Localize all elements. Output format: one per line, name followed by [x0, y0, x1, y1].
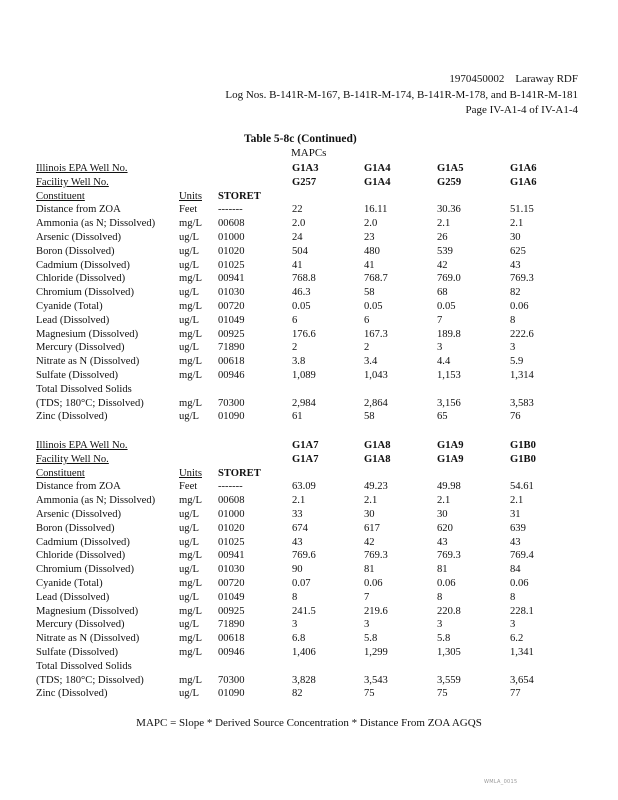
mapc-value: 22: [292, 204, 303, 216]
constituent-name: Lead (Dissolved): [36, 591, 110, 603]
table-row: [36, 660, 596, 674]
mapc-value: 768.7: [364, 273, 388, 285]
table-row: [36, 674, 596, 688]
mapc-value: 228.1: [510, 605, 534, 617]
mapc-value: 7: [437, 314, 443, 326]
units-value: ug/L: [179, 536, 200, 548]
facility-well-id: G1A6: [510, 176, 537, 188]
mapc-value: 2: [364, 342, 370, 354]
mapc-value: 674: [292, 522, 308, 534]
table-row: [36, 245, 596, 259]
storet-code: 00946: [218, 646, 245, 658]
mapc-value: 8: [510, 314, 516, 326]
table-row: [36, 314, 596, 328]
mapc-value: 81: [437, 564, 448, 576]
constituent-name: Lead (Dissolved): [36, 314, 110, 326]
units-value: ug/L: [179, 314, 200, 326]
units-value: mg/L: [179, 300, 202, 312]
mapc-value: 2.1: [510, 218, 524, 230]
units-value: ug/L: [179, 591, 200, 603]
footer-note: MAPC = Slope * Derived Source Concentration * Distance From ZOA AGQS: [136, 717, 482, 729]
mapc-value: 769.4: [510, 550, 534, 562]
table-row: [36, 300, 596, 314]
mapc-value: 0.05: [292, 300, 311, 312]
mapc-value: 620: [437, 522, 453, 534]
constituent-name: (TDS; 180°C; Dissolved): [36, 397, 144, 409]
log-numbers: Log Nos. B-141R-M-167, B-141R-M-174, B-141R-M-178, and B-141R-M-181: [225, 89, 578, 101]
mapc-value: 220.8: [437, 605, 461, 617]
units-value: ug/L: [179, 245, 200, 257]
mapc-value: 769.6: [292, 550, 316, 562]
epa-well-id: G1A4: [364, 163, 391, 174]
constituent-name: Total Dissolved Solids: [36, 383, 132, 395]
mapc-value: 43: [437, 536, 448, 548]
storet-code: 00720: [218, 577, 245, 589]
table-row: [36, 522, 596, 536]
mapc-value: 0.06: [364, 577, 383, 589]
mapc-value: 6.8: [292, 633, 306, 645]
epa-well-id: G1A7: [292, 440, 319, 451]
mapc-value: 1,305: [437, 646, 461, 658]
mapc-value: 81: [364, 564, 375, 576]
mapc-value: 3,559: [437, 674, 461, 686]
mapc-value: 3.8: [292, 356, 306, 368]
mapc-value: 58: [364, 287, 375, 299]
table-row: [36, 286, 596, 300]
units-value: mg/L: [179, 369, 202, 381]
mapc-value: 0.05: [437, 300, 456, 312]
mapc-value: 639: [510, 522, 526, 534]
storet-code: 00925: [218, 328, 245, 340]
storet-code: 01049: [218, 314, 245, 326]
table-row: [36, 687, 596, 701]
units-value: mg/L: [179, 218, 202, 230]
constituent-name: Nitrate as N (Dissolved): [36, 356, 140, 368]
mapc-value: 16.11: [364, 204, 388, 216]
epa-well-id: G1A5: [437, 163, 464, 174]
units-value: ug/L: [179, 619, 200, 631]
constituent-name: Magnesium (Dissolved): [36, 328, 139, 340]
facility-well-label: Facility Well No.: [36, 453, 109, 465]
mapc-value: 3,156: [437, 397, 461, 409]
mapc-value: 82: [510, 287, 521, 299]
units-value: mg/L: [179, 356, 202, 368]
mapc-value: 49.98: [437, 481, 461, 493]
mapc-value: 3: [510, 342, 516, 354]
mapc-value: 7: [364, 591, 370, 603]
mapc-value: 6: [364, 314, 370, 326]
mapc-value: 46.3: [292, 287, 311, 299]
constituent-name: Chromium (Dissolved): [36, 287, 134, 299]
constituent-name: Boron (Dissolved): [36, 245, 115, 257]
mapc-value: 0.06: [437, 577, 456, 589]
constituent-name: Nitrate as N (Dissolved): [36, 633, 140, 645]
epa-well-id: G1A9: [437, 440, 464, 451]
table-row: [36, 259, 596, 273]
constituent-name: Cyanide (Total): [36, 300, 103, 312]
units-value: ug/L: [179, 688, 200, 700]
constituent-name: Chromium (Dissolved): [36, 564, 134, 576]
mapc-value: 2,864: [364, 397, 388, 409]
epa-well-row: [36, 162, 596, 176]
table-row: [36, 618, 596, 632]
constituent-name: Distance from ZOA: [36, 204, 121, 216]
mapc-value: 8: [437, 591, 443, 603]
storet-code: -------: [218, 204, 243, 216]
mapc-value: 625: [510, 245, 526, 257]
mapc-value: 2,984: [292, 397, 316, 409]
epa-well-label: Illinois EPA Well No.: [36, 163, 128, 174]
mapc-value: 2: [292, 342, 298, 354]
table-row: [36, 494, 596, 508]
column-header-row: [36, 190, 596, 204]
bates-stamp: WMLA_0015: [484, 779, 518, 785]
mapc-value: 167.3: [364, 328, 388, 340]
storet-code: 01000: [218, 231, 245, 243]
mapc-value: 2.0: [292, 218, 306, 230]
storet-code: 01090: [218, 411, 245, 423]
mapc-value: 58: [364, 411, 375, 423]
constituent-name: Chloride (Dissolved): [36, 273, 126, 285]
storet-code: 00720: [218, 300, 245, 312]
table-row: [36, 383, 596, 397]
units-header: Units: [179, 190, 202, 202]
facility-well-id: G1A7: [292, 453, 319, 465]
table-row: [36, 563, 596, 577]
units-value: ug/L: [179, 411, 200, 423]
units-value: Feet: [179, 204, 198, 216]
mapc-value: 1,153: [437, 369, 461, 381]
units-value: ug/L: [179, 508, 200, 520]
constituent-name: Mercury (Dissolved): [36, 619, 125, 631]
constituent-name: Sulfate (Dissolved): [36, 646, 119, 658]
mapc-value: 2.1: [437, 495, 451, 507]
mapc-value: 1,341: [510, 646, 534, 658]
storet-code: 01020: [218, 522, 245, 534]
mapc-value: 3: [437, 619, 443, 631]
mapc-value: 30.36: [437, 204, 461, 216]
mapc-value: 54.61: [510, 481, 534, 493]
units-value: ug/L: [179, 564, 200, 576]
mapc-value: 90: [292, 564, 303, 576]
mapc-value: 3: [510, 619, 516, 631]
mapc-value: 4.4: [437, 356, 451, 368]
units-value: mg/L: [179, 633, 202, 645]
facility-well-label: Facility Well No.: [36, 176, 109, 188]
mapc-value: 768.8: [292, 273, 316, 285]
constituent-name: Magnesium (Dissolved): [36, 605, 139, 617]
storet-code: 00946: [218, 369, 245, 381]
storet-code: 01049: [218, 591, 245, 603]
constituent-name: Cadmium (Dissolved): [36, 536, 130, 548]
storet-code: 00941: [218, 273, 245, 285]
constituent-name: Sulfate (Dissolved): [36, 369, 119, 381]
mapc-value: 41: [292, 259, 303, 271]
constituent-name: Ammonia (as N; Dissolved): [36, 218, 156, 230]
storet-code: 00618: [218, 356, 245, 368]
units-value: ug/L: [179, 522, 200, 534]
table-row: [36, 508, 596, 522]
storet-code: 71890: [218, 342, 245, 354]
facility-well-row: [36, 176, 596, 190]
mapc-value: 2.1: [437, 218, 451, 230]
constituent-name: Distance from ZOA: [36, 481, 121, 493]
mapc-value: 82: [292, 688, 303, 700]
storet-code: 01030: [218, 564, 245, 576]
column-header-row: [36, 467, 596, 481]
mapc-value: 0.07: [292, 577, 311, 589]
table-row: [36, 328, 596, 342]
units-value: ug/L: [179, 259, 200, 271]
mapc-value: 42: [364, 536, 375, 548]
storet-code: 00608: [218, 218, 245, 230]
mapc-value: 769.3: [437, 550, 461, 562]
units-value: mg/L: [179, 577, 202, 589]
storet-code: 01020: [218, 245, 245, 257]
table-row: [36, 355, 596, 369]
mapc-value: 2.0: [364, 218, 378, 230]
header-doc-line: [449, 72, 578, 86]
table-row: [36, 480, 596, 494]
epa-well-row: [36, 439, 596, 453]
mapc-value: 49.23: [364, 481, 388, 493]
storet-code: 00925: [218, 605, 245, 617]
storet-code: 00608: [218, 495, 245, 507]
table-row: [36, 646, 596, 660]
mapc-value: 6: [292, 314, 298, 326]
table-row: [36, 341, 596, 355]
mapc-value: 539: [437, 245, 453, 257]
units-value: mg/L: [179, 550, 202, 562]
epa-well-label: Illinois EPA Well No.: [36, 440, 128, 451]
mapc-value: 23: [364, 231, 375, 243]
constituent-name: Arsenic (Dissolved): [36, 231, 122, 243]
table-row: [36, 549, 596, 563]
mapc-value: 1,089: [292, 369, 316, 381]
table-row: [36, 369, 596, 383]
mapc-value: 3,828: [292, 674, 316, 686]
units-value: ug/L: [179, 287, 200, 299]
mapc-value: 76: [510, 411, 521, 423]
mapc-value: 2.1: [510, 495, 524, 507]
mapc-value: 2.1: [364, 495, 378, 507]
mapc-value: 63.09: [292, 481, 316, 493]
mapc-value: 65: [437, 411, 448, 423]
constituent-header: Constituent: [36, 467, 85, 479]
units-header: Units: [179, 467, 202, 479]
mapc-value: 769.3: [364, 550, 388, 562]
mapc-value: 3: [437, 342, 443, 354]
facility-well-id: G1A4: [364, 176, 391, 188]
constituent-name: Boron (Dissolved): [36, 522, 115, 534]
table-row: [36, 231, 596, 245]
mapc-value: 2.1: [292, 495, 306, 507]
mapc-value: 33: [292, 508, 303, 520]
epa-well-id: G1A6: [510, 163, 537, 174]
units-value: Feet: [179, 481, 198, 493]
mapc-value: 0.06: [510, 300, 529, 312]
mapc-value: 480: [364, 245, 380, 257]
units-value: mg/L: [179, 646, 202, 658]
storet-code: 71890: [218, 619, 245, 631]
mapc-value: 5.8: [364, 633, 378, 645]
mapc-value: 61: [292, 411, 303, 423]
table-title: Table 5-8c (Continued): [244, 133, 357, 145]
epa-well-id: G1A3: [292, 163, 319, 174]
units-value: ug/L: [179, 231, 200, 243]
mapc-value: 504: [292, 245, 308, 257]
constituent-name: Zinc (Dissolved): [36, 411, 108, 423]
facility-well-id: G1B0: [510, 453, 536, 465]
mapc-value: 3,543: [364, 674, 388, 686]
table-row: [36, 272, 596, 286]
mapc-value: 77: [510, 688, 521, 700]
mapc-value: 5.9: [510, 356, 524, 368]
mapc-value: 176.6: [292, 328, 316, 340]
storet-code: 70300: [218, 674, 245, 686]
table-row: [36, 577, 596, 591]
mapc-value: 31: [510, 508, 521, 520]
storet-code: 01025: [218, 536, 245, 548]
mapc-value: 1,299: [364, 646, 388, 658]
constituent-name: Cadmium (Dissolved): [36, 259, 130, 271]
constituent-name: Chloride (Dissolved): [36, 550, 126, 562]
mapc-value: 41: [364, 259, 375, 271]
units-value: ug/L: [179, 342, 200, 354]
mapc-value: 8: [510, 591, 516, 603]
facility-well-id: G1A8: [364, 453, 391, 465]
epa-well-id: G1A8: [364, 440, 391, 451]
mapc-value: 0.05: [364, 300, 383, 312]
mapc-value: 617: [364, 522, 380, 534]
mapc-value: 1,314: [510, 369, 534, 381]
mapc-value: 8: [292, 591, 298, 603]
storet-code: 00941: [218, 550, 245, 562]
units-value: mg/L: [179, 605, 202, 617]
mapc-value: 75: [364, 688, 375, 700]
storet-code: -------: [218, 481, 243, 493]
mapc-value: 0.06: [510, 577, 529, 589]
table-row: [36, 591, 596, 605]
constituent-name: Zinc (Dissolved): [36, 688, 108, 700]
mapc-value: 42: [437, 259, 448, 271]
constituent-name: Arsenic (Dissolved): [36, 508, 122, 520]
table-row: [36, 410, 596, 424]
mapc-value: 1,406: [292, 646, 316, 658]
facility-name: Laraway RDF: [515, 73, 578, 85]
mapc-value: 3: [292, 619, 298, 631]
units-value: mg/L: [179, 674, 202, 686]
mapc-value: 769.3: [510, 273, 534, 285]
page-number: Page IV-A1-4 of IV-A1-4: [465, 104, 578, 116]
mapc-value: 769.0: [437, 273, 461, 285]
mapc-value: 3.4: [364, 356, 378, 368]
epa-well-id: G1B0: [510, 440, 536, 451]
mapc-value: 222.6: [510, 328, 534, 340]
constituent-name: Cyanide (Total): [36, 577, 103, 589]
doc-id: 1970450002: [449, 73, 505, 85]
storet-header: STORET: [218, 190, 261, 202]
constituent-name: (TDS; 180°C; Dissolved): [36, 674, 144, 686]
constituent-name: Ammonia (as N; Dissolved): [36, 495, 156, 507]
mapcs-label: MAPCs: [291, 147, 327, 159]
table-row: [36, 605, 596, 619]
facility-well-row: [36, 453, 596, 467]
constituent-header: Constituent: [36, 190, 85, 202]
table-row: [36, 217, 596, 231]
table-row: [36, 536, 596, 550]
storet-header: STORET: [218, 467, 261, 479]
storet-code: 70300: [218, 397, 245, 409]
mapc-value: 189.8: [437, 328, 461, 340]
mapc-value: 24: [292, 231, 303, 243]
mapc-value: 5.8: [437, 633, 451, 645]
table-row: [36, 397, 596, 411]
mapc-value: 84: [510, 564, 521, 576]
mapc-value: 30: [510, 231, 521, 243]
table-1: [36, 162, 596, 424]
mapc-value: 6.2: [510, 633, 524, 645]
table-2: [36, 439, 596, 701]
storet-code: 00618: [218, 633, 245, 645]
constituent-name: Mercury (Dissolved): [36, 342, 125, 354]
constituent-name: Total Dissolved Solids: [36, 660, 132, 672]
mapc-value: 241.5: [292, 605, 316, 617]
mapc-value: 3: [364, 619, 370, 631]
mapc-value: 30: [364, 508, 375, 520]
mapc-value: 26: [437, 231, 448, 243]
units-value: mg/L: [179, 328, 202, 340]
mapc-value: 43: [510, 536, 521, 548]
mapc-value: 43: [292, 536, 303, 548]
mapc-value: 43: [510, 259, 521, 271]
mapc-value: 75: [437, 688, 448, 700]
storet-code: 01030: [218, 287, 245, 299]
storet-code: 01000: [218, 508, 245, 520]
storet-code: 01090: [218, 688, 245, 700]
mapc-value: 51.15: [510, 204, 534, 216]
table-row: [36, 632, 596, 646]
table-row: [36, 203, 596, 217]
units-value: mg/L: [179, 273, 202, 285]
units-value: mg/L: [179, 397, 202, 409]
mapc-value: 1,043: [364, 369, 388, 381]
storet-code: 01025: [218, 259, 245, 271]
facility-well-id: G257: [292, 176, 317, 188]
mapc-value: 219.6: [364, 605, 388, 617]
facility-well-id: G1A9: [437, 453, 464, 465]
mapc-value: 3,583: [510, 397, 534, 409]
mapc-value: 68: [437, 287, 448, 299]
mapc-value: 30: [437, 508, 448, 520]
facility-well-id: G259: [437, 176, 462, 188]
mapc-value: 3,654: [510, 674, 534, 686]
units-value: mg/L: [179, 495, 202, 507]
